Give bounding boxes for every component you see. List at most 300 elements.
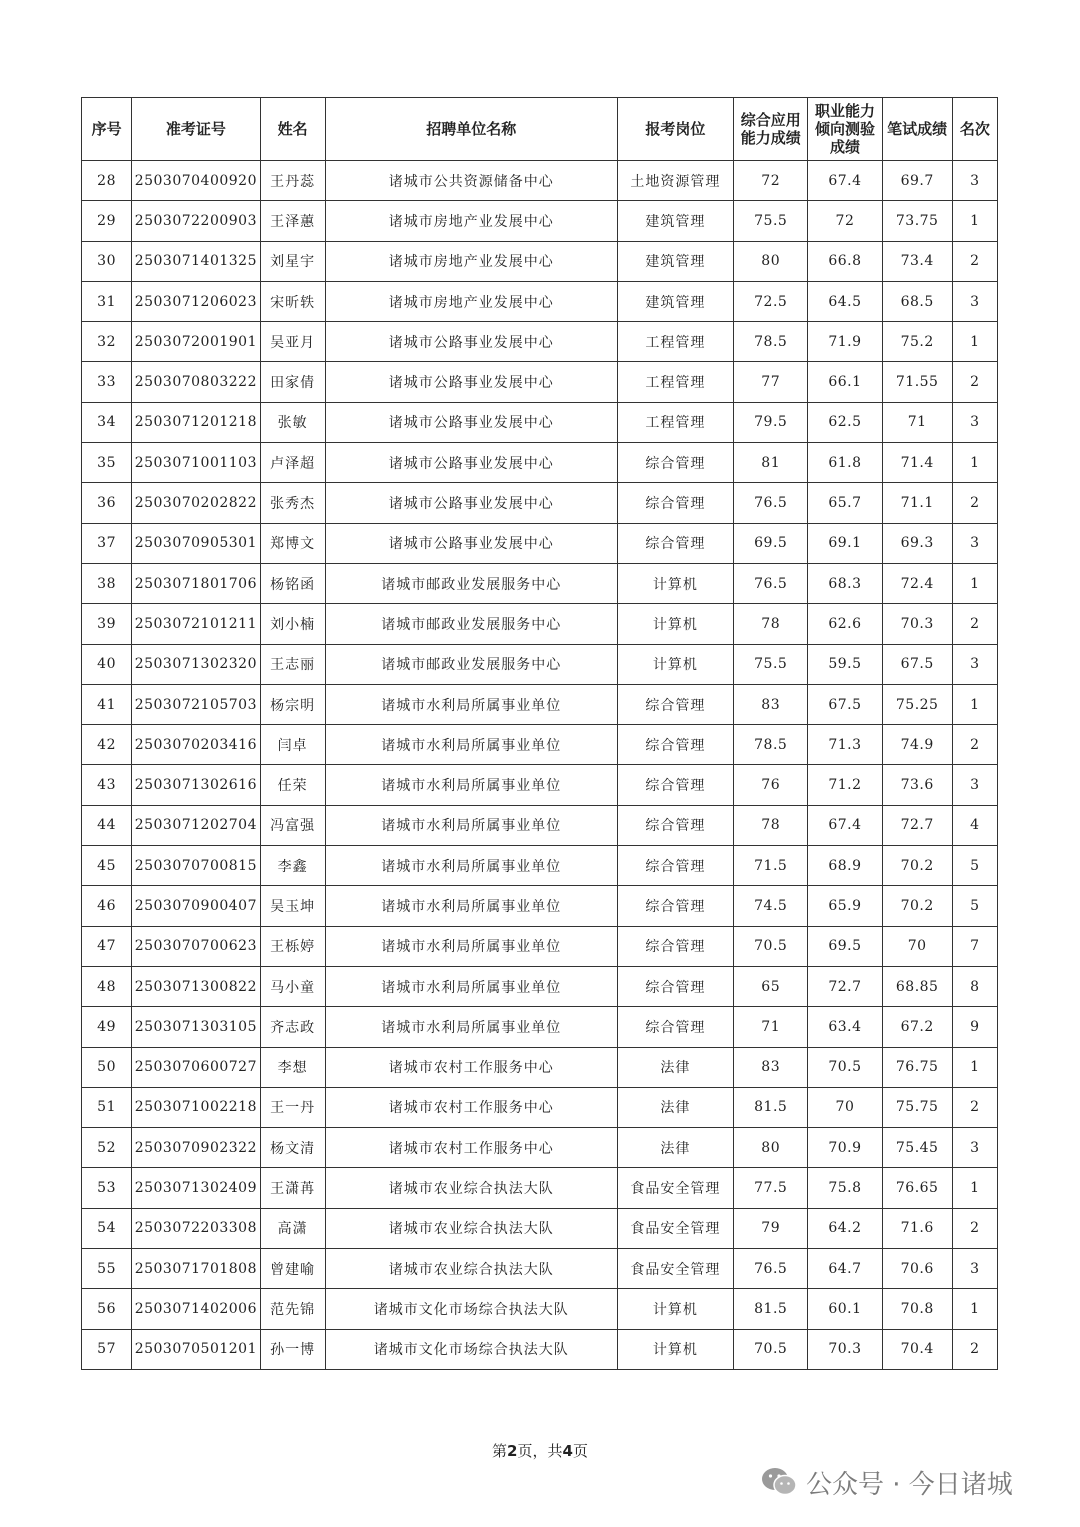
cell-index: 46 bbox=[82, 886, 132, 926]
cell-rank: 4 bbox=[952, 805, 997, 845]
cell-applied-score: 76.5 bbox=[734, 1249, 808, 1289]
header-cell: 准考证号 bbox=[132, 98, 260, 161]
cell-exam-id: 2503070203416 bbox=[132, 725, 260, 765]
cell-index: 55 bbox=[82, 1249, 132, 1289]
cell-aptitude-score: 65.7 bbox=[808, 483, 882, 523]
cell-applied-score: 74.5 bbox=[734, 886, 808, 926]
table-row bbox=[82, 1128, 998, 1168]
cell-rank: 3 bbox=[952, 644, 997, 684]
cell-written-score: 72.7 bbox=[882, 805, 952, 845]
table-row bbox=[82, 684, 998, 724]
cell-written-score: 70.3 bbox=[882, 604, 952, 644]
cell-exam-id: 2503070600727 bbox=[132, 1047, 260, 1087]
cell-applied-score: 72.5 bbox=[734, 281, 808, 321]
table-row bbox=[82, 966, 998, 1006]
cell-unit: 诸城市公路事业发展中心 bbox=[325, 362, 617, 402]
cell-aptitude-score: 65.9 bbox=[808, 886, 882, 926]
cell-applied-score: 77.5 bbox=[734, 1168, 808, 1208]
cell-applied-score: 81.5 bbox=[734, 1087, 808, 1127]
cell-rank: 1 bbox=[952, 201, 997, 241]
cell-position: 食品安全管理 bbox=[617, 1208, 733, 1248]
cell-index: 28 bbox=[82, 161, 132, 201]
cell-rank: 3 bbox=[952, 765, 997, 805]
table-row bbox=[82, 523, 998, 563]
cell-position: 计算机 bbox=[617, 1289, 733, 1329]
cell-index: 50 bbox=[82, 1047, 132, 1087]
cell-unit: 诸城市水利局所属事业单位 bbox=[325, 684, 617, 724]
table-row bbox=[82, 1208, 998, 1248]
cell-applied-score: 76.5 bbox=[734, 483, 808, 523]
cell-applied-score: 70.5 bbox=[734, 926, 808, 966]
cell-index: 33 bbox=[82, 362, 132, 402]
cell-name: 刘星宇 bbox=[260, 241, 325, 281]
cell-name: 孙一博 bbox=[260, 1329, 325, 1369]
cell-name: 王栎婷 bbox=[260, 926, 325, 966]
cell-unit: 诸城市水利局所属事业单位 bbox=[325, 805, 617, 845]
cell-applied-score: 78 bbox=[734, 805, 808, 845]
table-row bbox=[82, 1087, 998, 1127]
cell-applied-score: 78.5 bbox=[734, 725, 808, 765]
cell-written-score: 68.5 bbox=[882, 281, 952, 321]
watermark-text: 公众号 · 今日诸城 bbox=[806, 1469, 1013, 1500]
cell-rank: 1 bbox=[952, 1289, 997, 1329]
cell-index: 40 bbox=[82, 644, 132, 684]
table-row bbox=[82, 443, 998, 483]
header-cell: 笔试成绩 bbox=[882, 98, 952, 161]
cell-name: 张秀杰 bbox=[260, 483, 325, 523]
cell-name: 任荣 bbox=[260, 765, 325, 805]
cell-aptitude-score: 64.5 bbox=[808, 281, 882, 321]
cell-applied-score: 78 bbox=[734, 604, 808, 644]
cell-written-score: 73.6 bbox=[882, 765, 952, 805]
cell-name: 卢泽超 bbox=[260, 443, 325, 483]
cell-applied-score: 65 bbox=[734, 966, 808, 1006]
table-row bbox=[82, 201, 998, 241]
cell-exam-id: 2503070700623 bbox=[132, 926, 260, 966]
cell-name: 王丹蕊 bbox=[260, 161, 325, 201]
cell-written-score: 67.5 bbox=[882, 644, 952, 684]
cell-index: 31 bbox=[82, 281, 132, 321]
cell-written-score: 73.4 bbox=[882, 241, 952, 281]
header-cell: 名次 bbox=[952, 98, 997, 161]
cell-written-score: 70.4 bbox=[882, 1329, 952, 1369]
cell-written-score: 75.45 bbox=[882, 1128, 952, 1168]
cell-exam-id: 2503070400920 bbox=[132, 161, 260, 201]
cell-name: 王泽蕙 bbox=[260, 201, 325, 241]
cell-index: 56 bbox=[82, 1289, 132, 1329]
cell-written-score: 71.1 bbox=[882, 483, 952, 523]
cell-rank: 2 bbox=[952, 604, 997, 644]
cell-name: 冯富强 bbox=[260, 805, 325, 845]
cell-position: 法律 bbox=[617, 1047, 733, 1087]
table-row bbox=[82, 1329, 998, 1369]
header-cell: 综合应用能力成绩 bbox=[734, 98, 808, 161]
cell-index: 39 bbox=[82, 604, 132, 644]
table-row bbox=[82, 725, 998, 765]
cell-position: 建筑管理 bbox=[617, 201, 733, 241]
cell-exam-id: 2503071402006 bbox=[132, 1289, 260, 1329]
cell-position: 综合管理 bbox=[617, 886, 733, 926]
cell-rank: 7 bbox=[952, 926, 997, 966]
cell-index: 35 bbox=[82, 443, 132, 483]
cell-name: 李鑫 bbox=[260, 846, 325, 886]
cell-rank: 1 bbox=[952, 563, 997, 603]
cell-rank: 1 bbox=[952, 443, 997, 483]
cell-aptitude-score: 63.4 bbox=[808, 1007, 882, 1047]
cell-rank: 8 bbox=[952, 966, 997, 1006]
cell-position: 建筑管理 bbox=[617, 241, 733, 281]
header-cell: 职业能力倾向测验成绩 bbox=[808, 98, 882, 161]
score-table bbox=[81, 97, 998, 1370]
cell-aptitude-score: 62.5 bbox=[808, 402, 882, 442]
cell-index: 37 bbox=[82, 523, 132, 563]
cell-aptitude-score: 75.8 bbox=[808, 1168, 882, 1208]
cell-aptitude-score: 66.1 bbox=[808, 362, 882, 402]
cell-written-score: 70 bbox=[882, 926, 952, 966]
header-cell: 序号 bbox=[82, 98, 132, 161]
cell-position: 综合管理 bbox=[617, 926, 733, 966]
cell-position: 工程管理 bbox=[617, 322, 733, 362]
cell-name: 曾建喻 bbox=[260, 1249, 325, 1289]
cell-written-score: 69.3 bbox=[882, 523, 952, 563]
cell-written-score: 76.65 bbox=[882, 1168, 952, 1208]
cell-exam-id: 2503070902322 bbox=[132, 1128, 260, 1168]
cell-applied-score: 80 bbox=[734, 1128, 808, 1168]
cell-name: 张敏 bbox=[260, 402, 325, 442]
cell-applied-score: 69.5 bbox=[734, 523, 808, 563]
cell-exam-id: 2503072101211 bbox=[132, 604, 260, 644]
cell-position: 综合管理 bbox=[617, 443, 733, 483]
cell-unit: 诸城市邮政业发展服务中心 bbox=[325, 604, 617, 644]
table-body bbox=[82, 161, 998, 1370]
table-row bbox=[82, 322, 998, 362]
cell-name: 宋昕轶 bbox=[260, 281, 325, 321]
cell-rank: 1 bbox=[952, 322, 997, 362]
cell-unit: 诸城市公共资源储备中心 bbox=[325, 161, 617, 201]
cell-aptitude-score: 71.9 bbox=[808, 322, 882, 362]
cell-aptitude-score: 66.8 bbox=[808, 241, 882, 281]
cell-index: 47 bbox=[82, 926, 132, 966]
cell-position: 综合管理 bbox=[617, 846, 733, 886]
cell-applied-score: 71 bbox=[734, 1007, 808, 1047]
cell-index: 38 bbox=[82, 563, 132, 603]
cell-applied-score: 83 bbox=[734, 684, 808, 724]
cell-written-score: 74.9 bbox=[882, 725, 952, 765]
cell-exam-id: 2503071801706 bbox=[132, 563, 260, 603]
wechat-icon bbox=[760, 1466, 798, 1498]
cell-position: 计算机 bbox=[617, 644, 733, 684]
cell-unit: 诸城市水利局所属事业单位 bbox=[325, 926, 617, 966]
cell-rank: 1 bbox=[952, 684, 997, 724]
cell-rank: 3 bbox=[952, 523, 997, 563]
cell-exam-id: 2503071401325 bbox=[132, 241, 260, 281]
cell-written-score: 75.25 bbox=[882, 684, 952, 724]
cell-written-score: 75.2 bbox=[882, 322, 952, 362]
cell-rank: 2 bbox=[952, 362, 997, 402]
total-pages: 4 bbox=[562, 1442, 573, 1460]
cell-rank: 1 bbox=[952, 1047, 997, 1087]
cell-position: 法律 bbox=[617, 1087, 733, 1127]
cell-position: 食品安全管理 bbox=[617, 1168, 733, 1208]
cell-aptitude-score: 68.9 bbox=[808, 846, 882, 886]
cell-exam-id: 2503072105703 bbox=[132, 684, 260, 724]
cell-position: 综合管理 bbox=[617, 805, 733, 845]
table-row bbox=[82, 1007, 998, 1047]
cell-aptitude-score: 71.3 bbox=[808, 725, 882, 765]
cell-position: 计算机 bbox=[617, 563, 733, 603]
table-row bbox=[82, 241, 998, 281]
cell-exam-id: 2503071701808 bbox=[132, 1249, 260, 1289]
cell-exam-id: 2503070202822 bbox=[132, 483, 260, 523]
cell-aptitude-score: 72 bbox=[808, 201, 882, 241]
cell-rank: 2 bbox=[952, 483, 997, 523]
cell-unit: 诸城市公路事业发展中心 bbox=[325, 443, 617, 483]
cell-name: 杨文清 bbox=[260, 1128, 325, 1168]
cell-aptitude-score: 62.6 bbox=[808, 604, 882, 644]
cell-written-score: 73.75 bbox=[882, 201, 952, 241]
cell-written-score: 70.6 bbox=[882, 1249, 952, 1289]
cell-position: 土地资源管理 bbox=[617, 161, 733, 201]
current-page: 2 bbox=[507, 1442, 518, 1460]
cell-name: 齐志政 bbox=[260, 1007, 325, 1047]
cell-position: 综合管理 bbox=[617, 966, 733, 1006]
cell-index: 53 bbox=[82, 1168, 132, 1208]
cell-rank: 2 bbox=[952, 725, 997, 765]
cell-name: 李想 bbox=[260, 1047, 325, 1087]
cell-position: 计算机 bbox=[617, 1329, 733, 1369]
page-number bbox=[0, 1440, 1080, 1461]
cell-exam-id: 2503071302409 bbox=[132, 1168, 260, 1208]
cell-applied-score: 83 bbox=[734, 1047, 808, 1087]
cell-applied-score: 81 bbox=[734, 443, 808, 483]
cell-position: 工程管理 bbox=[617, 402, 733, 442]
table-row bbox=[82, 926, 998, 966]
cell-applied-score: 79 bbox=[734, 1208, 808, 1248]
page-suffix: 页 bbox=[572, 1442, 588, 1460]
cell-unit: 诸城市水利局所属事业单位 bbox=[325, 846, 617, 886]
header-row bbox=[82, 98, 998, 161]
cell-name: 田家倩 bbox=[260, 362, 325, 402]
table-row bbox=[82, 1289, 998, 1329]
cell-aptitude-score: 59.5 bbox=[808, 644, 882, 684]
cell-aptitude-score: 70.5 bbox=[808, 1047, 882, 1087]
cell-applied-score: 77 bbox=[734, 362, 808, 402]
cell-index: 41 bbox=[82, 684, 132, 724]
cell-index: 43 bbox=[82, 765, 132, 805]
page-middle: 页，共 bbox=[517, 1442, 563, 1460]
cell-name: 王志丽 bbox=[260, 644, 325, 684]
table-row bbox=[82, 1249, 998, 1289]
cell-exam-id: 2503070905301 bbox=[132, 523, 260, 563]
cell-unit: 诸城市农业综合执法大队 bbox=[325, 1168, 617, 1208]
table-row bbox=[82, 281, 998, 321]
cell-index: 49 bbox=[82, 1007, 132, 1047]
cell-applied-score: 81.5 bbox=[734, 1289, 808, 1329]
cell-exam-id: 2503071002218 bbox=[132, 1087, 260, 1127]
cell-aptitude-score: 68.3 bbox=[808, 563, 882, 603]
cell-written-score: 75.75 bbox=[882, 1087, 952, 1127]
cell-position: 综合管理 bbox=[617, 523, 733, 563]
cell-position: 食品安全管理 bbox=[617, 1249, 733, 1289]
cell-rank: 5 bbox=[952, 886, 997, 926]
cell-unit: 诸城市农业综合执法大队 bbox=[325, 1249, 617, 1289]
cell-written-score: 76.75 bbox=[882, 1047, 952, 1087]
cell-written-score: 71.6 bbox=[882, 1208, 952, 1248]
table-row bbox=[82, 563, 998, 603]
cell-unit: 诸城市农业综合执法大队 bbox=[325, 1208, 617, 1248]
cell-unit: 诸城市水利局所属事业单位 bbox=[325, 725, 617, 765]
table-row bbox=[82, 604, 998, 644]
cell-position: 计算机 bbox=[617, 604, 733, 644]
cell-rank: 2 bbox=[952, 1208, 997, 1248]
cell-unit: 诸城市公路事业发展中心 bbox=[325, 523, 617, 563]
cell-applied-score: 76 bbox=[734, 765, 808, 805]
cell-rank: 9 bbox=[952, 1007, 997, 1047]
table-row bbox=[82, 644, 998, 684]
cell-index: 48 bbox=[82, 966, 132, 1006]
cell-written-score: 72.4 bbox=[882, 563, 952, 603]
cell-name: 刘小楠 bbox=[260, 604, 325, 644]
cell-rank: 2 bbox=[952, 1329, 997, 1369]
cell-name: 杨铭函 bbox=[260, 563, 325, 603]
cell-exam-id: 2503071206023 bbox=[132, 281, 260, 321]
cell-index: 42 bbox=[82, 725, 132, 765]
cell-unit: 诸城市邮政业发展服务中心 bbox=[325, 644, 617, 684]
cell-unit: 诸城市公路事业发展中心 bbox=[325, 483, 617, 523]
cell-unit: 诸城市文化市场综合执法大队 bbox=[325, 1329, 617, 1369]
table-row bbox=[82, 402, 998, 442]
table-row bbox=[82, 362, 998, 402]
cell-position: 综合管理 bbox=[617, 684, 733, 724]
cell-unit: 诸城市文化市场综合执法大队 bbox=[325, 1289, 617, 1329]
cell-applied-score: 78.5 bbox=[734, 322, 808, 362]
cell-unit: 诸城市水利局所属事业单位 bbox=[325, 886, 617, 926]
cell-rank: 3 bbox=[952, 281, 997, 321]
cell-exam-id: 2503070803222 bbox=[132, 362, 260, 402]
cell-unit: 诸城市水利局所属事业单位 bbox=[325, 966, 617, 1006]
page-prefix: 第 bbox=[492, 1442, 508, 1460]
cell-applied-score: 75.5 bbox=[734, 644, 808, 684]
cell-exam-id: 2503072001901 bbox=[132, 322, 260, 362]
cell-unit: 诸城市房地产业发展中心 bbox=[325, 281, 617, 321]
table-row bbox=[82, 1168, 998, 1208]
header-cell: 姓名 bbox=[260, 98, 325, 161]
cell-index: 51 bbox=[82, 1087, 132, 1127]
cell-exam-id: 2503072203308 bbox=[132, 1208, 260, 1248]
cell-name: 王一丹 bbox=[260, 1087, 325, 1127]
cell-position: 综合管理 bbox=[617, 483, 733, 523]
table-row bbox=[82, 1047, 998, 1087]
cell-written-score: 70.2 bbox=[882, 886, 952, 926]
cell-position: 综合管理 bbox=[617, 765, 733, 805]
cell-written-score: 71 bbox=[882, 402, 952, 442]
cell-exam-id: 2503071202704 bbox=[132, 805, 260, 845]
cell-aptitude-score: 64.7 bbox=[808, 1249, 882, 1289]
cell-unit: 诸城市水利局所属事业单位 bbox=[325, 1007, 617, 1047]
cell-written-score: 71.55 bbox=[882, 362, 952, 402]
cell-unit: 诸城市房地产业发展中心 bbox=[325, 201, 617, 241]
cell-applied-score: 79.5 bbox=[734, 402, 808, 442]
cell-written-score: 70.2 bbox=[882, 846, 952, 886]
cell-name: 郑博文 bbox=[260, 523, 325, 563]
cell-unit: 诸城市公路事业发展中心 bbox=[325, 322, 617, 362]
cell-position: 工程管理 bbox=[617, 362, 733, 402]
cell-rank: 3 bbox=[952, 161, 997, 201]
cell-rank: 5 bbox=[952, 846, 997, 886]
cell-exam-id: 2503071201218 bbox=[132, 402, 260, 442]
cell-index: 44 bbox=[82, 805, 132, 845]
cell-applied-score: 70.5 bbox=[734, 1329, 808, 1369]
cell-name: 闫卓 bbox=[260, 725, 325, 765]
cell-rank: 1 bbox=[952, 1168, 997, 1208]
cell-aptitude-score: 72.7 bbox=[808, 966, 882, 1006]
cell-unit: 诸城市农村工作服务中心 bbox=[325, 1047, 617, 1087]
cell-exam-id: 2503071001103 bbox=[132, 443, 260, 483]
cell-index: 29 bbox=[82, 201, 132, 241]
cell-applied-score: 76.5 bbox=[734, 563, 808, 603]
header-cell: 报考岗位 bbox=[617, 98, 733, 161]
cell-position: 综合管理 bbox=[617, 1007, 733, 1047]
cell-exam-id: 2503070900407 bbox=[132, 886, 260, 926]
cell-unit: 诸城市房地产业发展中心 bbox=[325, 241, 617, 281]
table-row bbox=[82, 765, 998, 805]
cell-index: 34 bbox=[82, 402, 132, 442]
cell-written-score: 71.4 bbox=[882, 443, 952, 483]
cell-name: 杨宗明 bbox=[260, 684, 325, 724]
cell-unit: 诸城市农村工作服务中心 bbox=[325, 1128, 617, 1168]
cell-name: 高潇 bbox=[260, 1208, 325, 1248]
cell-index: 45 bbox=[82, 846, 132, 886]
cell-rank: 3 bbox=[952, 1128, 997, 1168]
cell-unit: 诸城市公路事业发展中心 bbox=[325, 402, 617, 442]
cell-written-score: 69.7 bbox=[882, 161, 952, 201]
cell-name: 马小童 bbox=[260, 966, 325, 1006]
cell-name: 王潇苒 bbox=[260, 1168, 325, 1208]
cell-position: 法律 bbox=[617, 1128, 733, 1168]
cell-applied-score: 80 bbox=[734, 241, 808, 281]
cell-aptitude-score: 70.3 bbox=[808, 1329, 882, 1369]
cell-index: 57 bbox=[82, 1329, 132, 1369]
cell-name: 吴亚月 bbox=[260, 322, 325, 362]
cell-index: 54 bbox=[82, 1208, 132, 1248]
cell-applied-score: 72 bbox=[734, 161, 808, 201]
cell-aptitude-score: 69.1 bbox=[808, 523, 882, 563]
cell-unit: 诸城市农村工作服务中心 bbox=[325, 1087, 617, 1127]
cell-aptitude-score: 70 bbox=[808, 1087, 882, 1127]
cell-unit: 诸城市水利局所属事业单位 bbox=[325, 765, 617, 805]
cell-name: 范先锦 bbox=[260, 1289, 325, 1329]
cell-written-score: 68.85 bbox=[882, 966, 952, 1006]
cell-index: 30 bbox=[82, 241, 132, 281]
cell-exam-id: 2503071300822 bbox=[132, 966, 260, 1006]
cell-index: 32 bbox=[82, 322, 132, 362]
cell-aptitude-score: 64.2 bbox=[808, 1208, 882, 1248]
cell-applied-score: 71.5 bbox=[734, 846, 808, 886]
cell-aptitude-score: 60.1 bbox=[808, 1289, 882, 1329]
cell-rank: 2 bbox=[952, 241, 997, 281]
cell-exam-id: 2503071303105 bbox=[132, 1007, 260, 1047]
cell-position: 建筑管理 bbox=[617, 281, 733, 321]
table-row bbox=[82, 805, 998, 845]
cell-exam-id: 2503071302320 bbox=[132, 644, 260, 684]
cell-exam-id: 2503071302616 bbox=[132, 765, 260, 805]
table-row bbox=[82, 161, 998, 201]
cell-aptitude-score: 61.8 bbox=[808, 443, 882, 483]
cell-aptitude-score: 71.2 bbox=[808, 765, 882, 805]
cell-name: 吴玉坤 bbox=[260, 886, 325, 926]
cell-aptitude-score: 67.5 bbox=[808, 684, 882, 724]
table-row bbox=[82, 483, 998, 523]
